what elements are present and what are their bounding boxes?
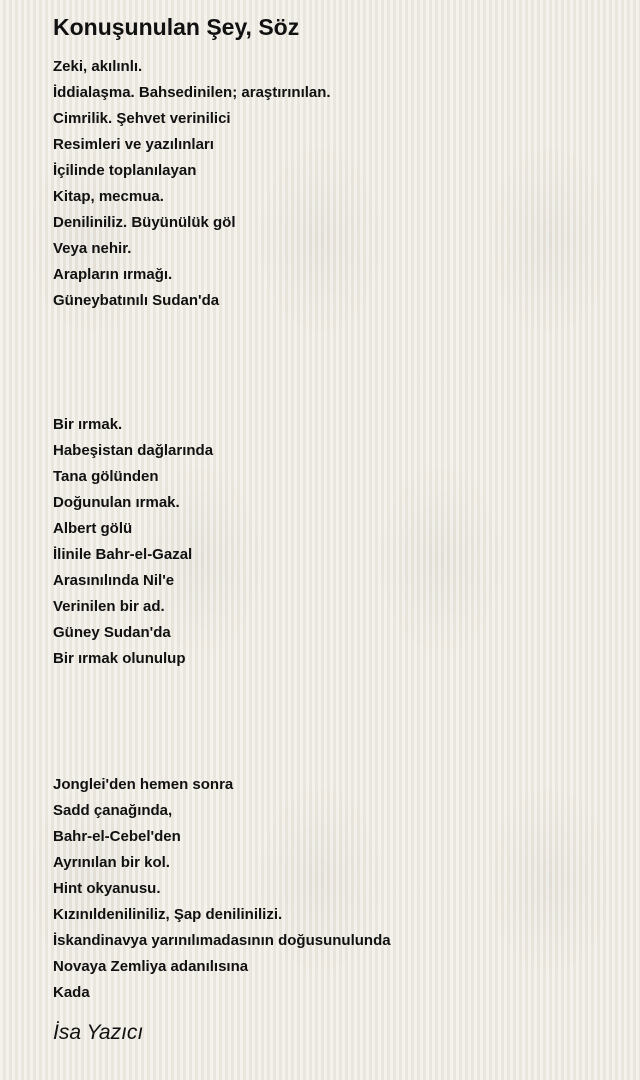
- poem-line: Bahr-el-Cebel'den: [53, 828, 181, 845]
- poem-line: İskandinavya yarınılımadasının doğusunulunda: [53, 932, 391, 949]
- poem-line: Deniliniliz. Büyünülük göl: [53, 214, 236, 231]
- poem-line: Doğunulan ırmak.: [53, 494, 180, 511]
- poem-line: İddialaşma. Bahsedinilen; araştırınılan.: [53, 84, 331, 101]
- poem-line: Cimrilik. Şehvet verinilici: [53, 110, 231, 127]
- poem-author[interactable]: İsa Yazıcı: [53, 1021, 144, 1044]
- poem-line: Zeki, akılınlı.: [53, 58, 143, 75]
- poem-line: Kızınıldeniliniliz, Şap denilinilizi.: [53, 906, 283, 923]
- poem-line: Hint okyanusu.: [53, 880, 161, 897]
- poem-line: Novaya Zemliya adanılısına: [53, 958, 249, 975]
- poem-line: Kitap, mecmua.: [53, 188, 164, 205]
- poem-line: Veya nehir.: [53, 240, 132, 257]
- poem-stanza-3: [53, 772, 391, 1006]
- poem-line: Bir ırmak.: [53, 416, 123, 433]
- poem-line: Resimleri ve yazılınları: [53, 136, 214, 153]
- poem-line: Verinilen bir ad.: [53, 598, 165, 615]
- poem-line: Kada: [53, 984, 90, 1001]
- poem-line: Habeşistan dağlarında: [53, 442, 214, 459]
- poem-line: Sadd çanağında,: [53, 802, 173, 819]
- poem-title: Konuşunulan Şey, Söz: [53, 14, 300, 40]
- poem-line: Arasınılında Nil'e: [53, 572, 175, 589]
- poem-line: İçilinde toplanılayan: [53, 162, 197, 179]
- poem-line: Güney Sudan'da: [53, 624, 171, 641]
- poem-line: Güneybatınılı Sudan'da: [53, 292, 220, 309]
- poem-line: Albert gölü: [53, 520, 133, 537]
- poem-line: Arapların ırmağı.: [53, 266, 173, 283]
- poem-line: Bir ırmak olunulup: [53, 650, 186, 667]
- poem-stanza-1: [53, 54, 331, 314]
- poem-line: Ayrınılan bir kol.: [53, 854, 170, 871]
- poem-line: Jonglei'den hemen sonra: [53, 776, 234, 793]
- poem-line: İlinile Bahr-el-Gazal: [53, 546, 193, 563]
- poem-stanza-2: [53, 412, 213, 672]
- poem-line: Tana gölünden: [53, 468, 159, 485]
